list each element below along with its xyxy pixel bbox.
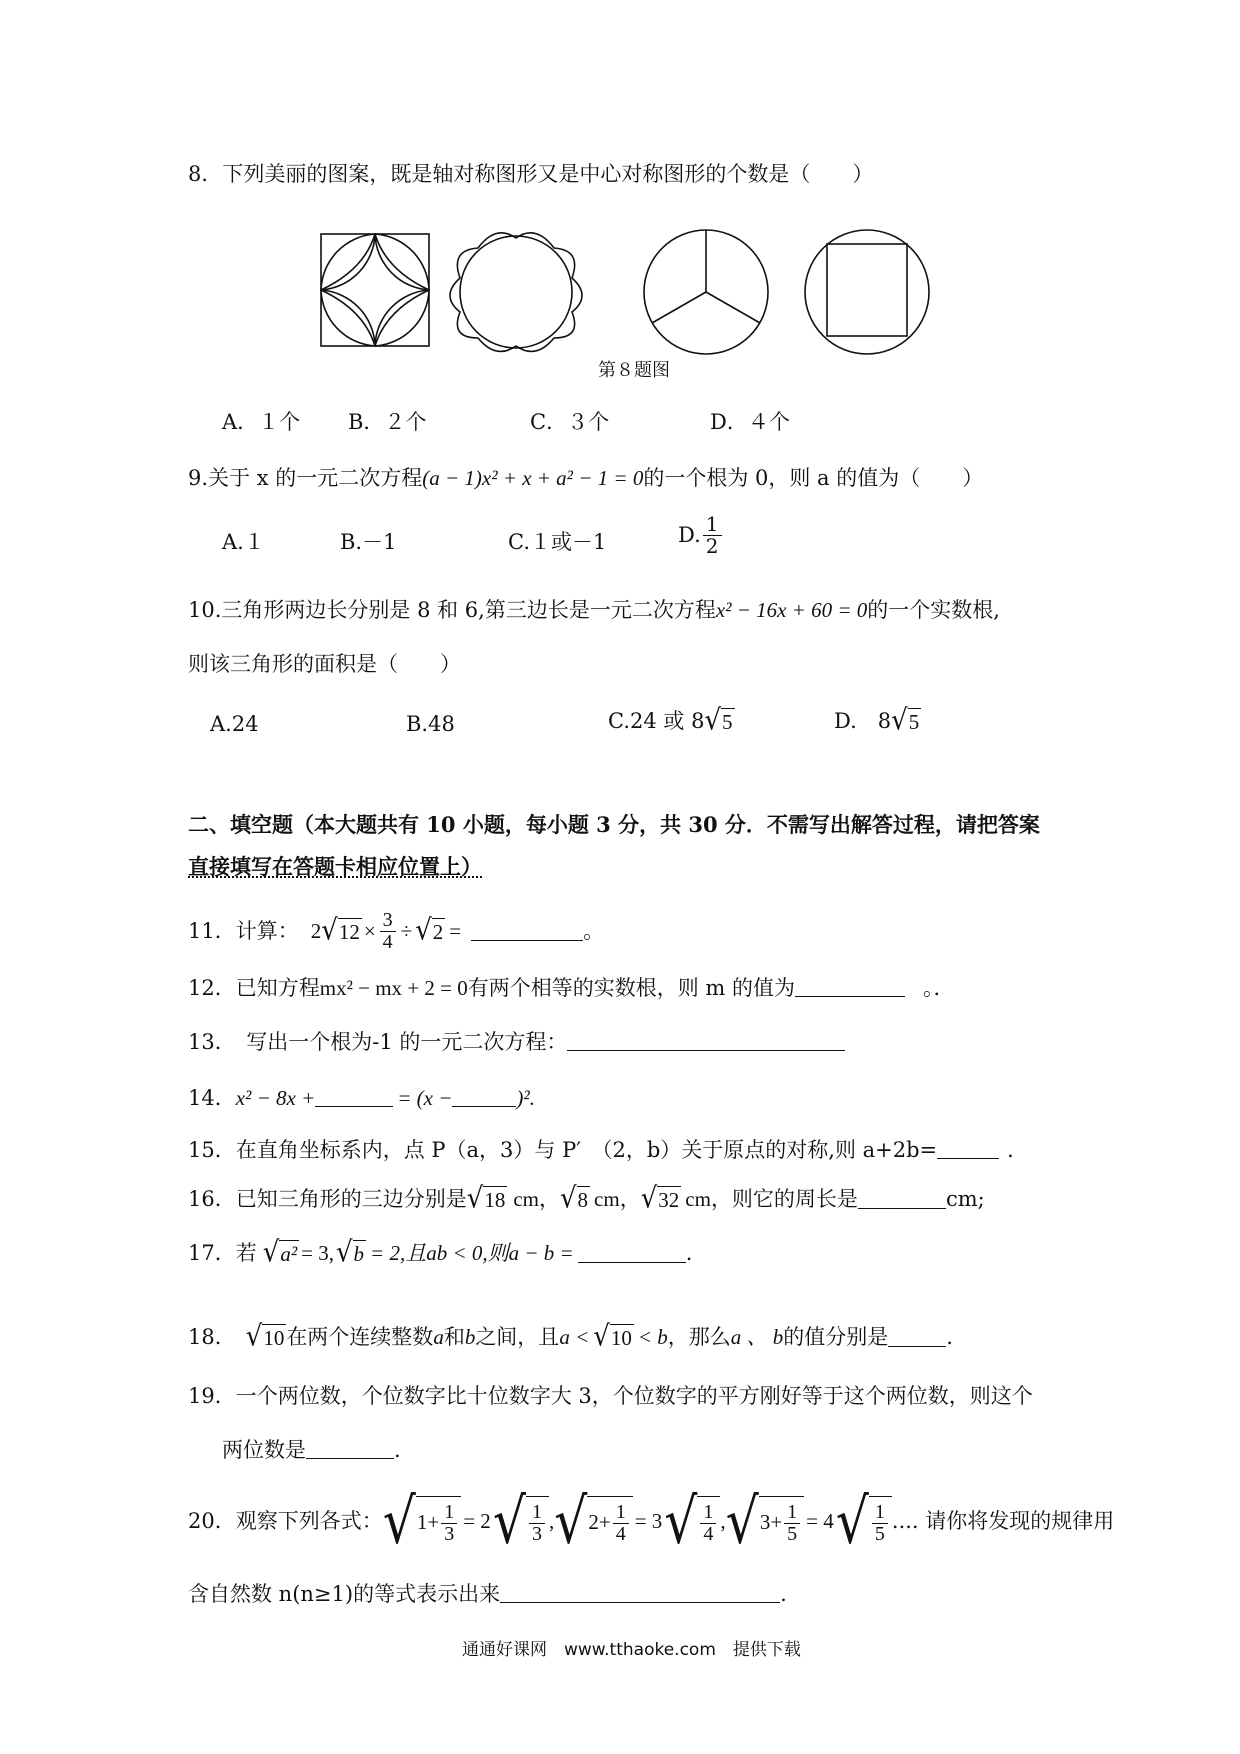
q20-expr-3-rhs: √ $\frac{1}{5}$ bbox=[836, 1496, 892, 1548]
q18-end: . bbox=[946, 1325, 953, 1349]
q17-sqrt-b-value: b bbox=[353, 1242, 365, 1266]
q18-sqrt10-b: √ 10 bbox=[593, 1320, 632, 1354]
q18-post2: 的值分别是 bbox=[783, 1325, 889, 1349]
q14-blank-2[interactable] bbox=[452, 1088, 516, 1107]
figure-circle-inscribed-square bbox=[805, 230, 929, 354]
q18-and: 和 bbox=[443, 1325, 465, 1349]
q10-sqrt-d-value: 5 bbox=[908, 710, 920, 734]
figure-circle-three-radii bbox=[644, 230, 768, 354]
q16: 16．已知三角形的三边分别是 √ 18 cm ， √ 8 cm ， √ 32 cm ，则它的周长是 cm; bbox=[188, 1182, 985, 1216]
q17-rest: = 2,且ab < 0,则a − b = bbox=[370, 1241, 574, 1265]
q9-option-d bbox=[678, 514, 724, 557]
q16-sqrt18-value: 18 bbox=[484, 1188, 506, 1212]
q17-sqrt-b: √ b bbox=[335, 1236, 365, 1270]
figure-square-petals bbox=[321, 234, 429, 346]
q9-equation: (a − 1)x² + x + a² − 1 = 0 bbox=[422, 466, 644, 490]
q8-stem: 8．下列美丽的图案，既是轴对称图形又是中心对称图形的个数是（ ） bbox=[188, 162, 874, 186]
q12-equation: mx² − mx + 2 = 0 bbox=[319, 976, 468, 1000]
q16-unit3: cm bbox=[685, 1187, 711, 1211]
q8-caption: 第８题图 bbox=[598, 360, 670, 381]
q15-answer-blank[interactable] bbox=[937, 1140, 999, 1159]
q16-pre: 16．已知三角形的三边分别是 bbox=[188, 1187, 467, 1211]
q18-mid: 在两个连续整数 bbox=[286, 1325, 434, 1349]
q10-equation: x² − 16x + 60 = 0 bbox=[715, 598, 868, 622]
q17-mid: = 3, bbox=[301, 1241, 334, 1265]
q9-frac-num: 1 bbox=[705, 512, 719, 536]
q17-answer-blank[interactable] bbox=[578, 1244, 686, 1263]
q18-a: a bbox=[433, 1325, 444, 1349]
q16-end: cm; bbox=[945, 1187, 985, 1211]
q17 bbox=[188, 1236, 693, 1270]
q18-sqrt10-b-value: 10 bbox=[610, 1326, 632, 1350]
q11-end: 。 bbox=[583, 918, 605, 943]
q10-option-d bbox=[834, 704, 921, 738]
q10-option-d-label: D. 8 bbox=[834, 709, 892, 733]
q19-line2-text: 两位数是 bbox=[222, 1438, 306, 1462]
q11-label: 11．计算： bbox=[188, 918, 299, 943]
q18-answer-blank[interactable] bbox=[888, 1328, 946, 1347]
q14-blank-1[interactable] bbox=[315, 1088, 393, 1107]
q16-answer-blank[interactable] bbox=[858, 1190, 946, 1209]
q9-fraction bbox=[703, 514, 722, 557]
q10-line1 bbox=[188, 598, 1000, 623]
q19-line1: 19．一个两位数，个位数字比十位数字大 3，个位数字的平方刚好等于这个两位数，则这个 bbox=[188, 1384, 1033, 1408]
q14-eq-b: = (x − bbox=[397, 1086, 453, 1110]
q11 bbox=[188, 910, 604, 953]
q18-ab: a 、 b bbox=[730, 1325, 784, 1349]
q10-option-c bbox=[608, 704, 735, 738]
q9-post: 的一个根为 0，则 a 的值为（ ） bbox=[643, 466, 984, 490]
q8-option-a: A．１个 bbox=[222, 410, 301, 434]
q8-figures bbox=[316, 226, 936, 366]
q12-end: 。． bbox=[923, 976, 955, 1000]
q13-answer-blank[interactable] bbox=[567, 1032, 845, 1051]
q16-sqrt32: √ 32 bbox=[640, 1182, 680, 1216]
q10-sqrt-c-value: 5 bbox=[722, 710, 733, 734]
q12 bbox=[188, 976, 955, 1001]
q13 bbox=[188, 1030, 845, 1055]
q10-sqrt-d: √ 5 bbox=[891, 704, 920, 738]
q16-unit1: cm bbox=[513, 1187, 539, 1211]
q20-expr-2: √ 2+ $\frac{1}{4}$ bbox=[554, 1496, 632, 1548]
q16-unit2: cm bbox=[594, 1187, 620, 1211]
q18-mid2: 之间，且 bbox=[475, 1325, 560, 1349]
section2-heading-line2 bbox=[188, 854, 482, 879]
q17-end: . bbox=[685, 1241, 693, 1265]
figure-scalloped-circle bbox=[450, 233, 582, 352]
q16-post: ，则它的周长是 bbox=[710, 1187, 858, 1211]
q17-sqrt-a2: √ a² bbox=[262, 1236, 298, 1270]
q18-sqrt10: √ 10 bbox=[245, 1320, 285, 1354]
q12-post: 有两个相等的实数根，则 m 的值为 bbox=[467, 976, 795, 1000]
q20-expr-3: √ 3+ $\frac{1}{5}$ bbox=[726, 1496, 804, 1548]
q18-post: ，那么 bbox=[667, 1325, 731, 1349]
q11-answer-blank[interactable] bbox=[471, 922, 583, 941]
q19-end: . bbox=[394, 1438, 401, 1462]
q20-tail: .... 请你将发现的规律用 bbox=[891, 1509, 1115, 1534]
q20-expr-1-rhs: √ $\frac{1}{3}$ bbox=[493, 1496, 549, 1548]
q13-text: 13． 写出一个根为-1 的一元二次方程： bbox=[188, 1030, 568, 1054]
q8-option-b: B．２个 bbox=[348, 410, 427, 434]
q20: 20．观察下列各式： √ 1+ $\frac{1}{3}$ = 2 √ $\frac{1}{3}$ , √ 2+ $\frac{1}{4}$ = 3 √ $\frac{1}{4}$ , √ 3+ $\frac{1}{5}$ = 4 √ $\frac{1}{5}$ .... 请你将发现的规律用 bbox=[188, 1486, 1115, 1558]
q16-sqrt32-value: 32 bbox=[658, 1188, 680, 1212]
q9-frac-den: 2 bbox=[703, 535, 722, 557]
q20-expr-2-rhs: √ $\frac{1}{4}$ bbox=[664, 1496, 720, 1548]
q16-sqrt18: √ 18 bbox=[466, 1182, 506, 1216]
q11-frac-den: 4 bbox=[380, 931, 396, 953]
q9-option-d-label: D. bbox=[678, 522, 701, 547]
q20-answer-blank[interactable] bbox=[500, 1584, 780, 1603]
q9-stem bbox=[188, 466, 983, 491]
q20-line2 bbox=[188, 1582, 787, 1607]
q10-option-a: A.24 bbox=[210, 712, 259, 736]
q18-label: 18． bbox=[188, 1325, 236, 1349]
q10-option-c-label: C.24 或 8 bbox=[608, 709, 705, 733]
q11-div: ÷ bbox=[400, 918, 413, 943]
q16-sqrt8-value: 8 bbox=[577, 1188, 589, 1212]
q11-frac-num: 3 bbox=[382, 909, 393, 931]
q18-ineq-a: a < bbox=[559, 1325, 590, 1349]
q20-label: 20．观察下列各式： bbox=[188, 1509, 383, 1534]
section2-heading-line1: 二、填空题（本大题共有 10 小题，每小题 3 分，共 30 分．不需写出解答过程，请把答案 bbox=[188, 812, 1040, 837]
q11-sqrt12-value: 12 bbox=[338, 919, 360, 944]
q18-sqrt10-value: 10 bbox=[263, 1326, 285, 1350]
q15-text: 15．在直角坐标系内，点 P（a，3）与 P′ （2，b）关于原点的对称,则 a+2b= bbox=[188, 1138, 938, 1162]
q9-option-a: A.１ bbox=[222, 530, 265, 554]
q20-line2-text: 含自然数 n(n≥1)的等式表示出来 bbox=[188, 1582, 501, 1606]
q8-option-d: D．４个 bbox=[710, 410, 790, 434]
q11-sqrt2-value: 2 bbox=[432, 919, 444, 944]
q9-pre: 关于 x 的一元二次方程 bbox=[208, 466, 423, 490]
q12-pre: 12．已知方程 bbox=[188, 976, 320, 1000]
q20-end: . bbox=[780, 1582, 787, 1606]
q10-sqrt-c: √ 5 bbox=[704, 704, 733, 738]
q18 bbox=[188, 1320, 953, 1354]
q9-num: 9. bbox=[188, 466, 209, 490]
q9-option-c: C.１或－1 bbox=[508, 530, 607, 554]
page-footer: 通通好课网 www.tthaoke.com 提供下载 bbox=[462, 1640, 801, 1660]
q19-answer-blank[interactable] bbox=[306, 1440, 394, 1459]
q14-eq-c: )². bbox=[516, 1086, 535, 1110]
q10-line2: 则该三角形的面积是（ ） bbox=[188, 652, 461, 676]
q18-b: b bbox=[464, 1325, 476, 1349]
q17-label: 17．若 bbox=[188, 1241, 257, 1265]
q8-option-c: C．３个 bbox=[530, 410, 610, 434]
q9-option-b: B.－1 bbox=[340, 530, 397, 554]
q12-answer-blank[interactable] bbox=[795, 978, 905, 997]
q11-coef: 2 bbox=[310, 918, 322, 943]
q10-pre: 10.三角形两边长分别是 8 和 6,第三边长是一元二次方程 bbox=[188, 598, 716, 622]
q10-option-b: B.48 bbox=[406, 712, 455, 736]
q16-sqrt8: √ 8 bbox=[559, 1182, 589, 1216]
q17-sqrt-a2-value: a² bbox=[280, 1242, 298, 1266]
q11-sqrt12: √ 12 bbox=[321, 914, 360, 948]
q14 bbox=[188, 1086, 535, 1111]
q10-post: 的一个实数根, bbox=[867, 598, 1000, 622]
q11-times: × bbox=[363, 918, 376, 943]
q20-expr-1: √ 1+ $\frac{1}{3}$ bbox=[383, 1496, 461, 1548]
section2-heading-line2-text: 直接填写在答题卡相应位置上） bbox=[188, 854, 482, 879]
q18-ineq-b: < b bbox=[637, 1325, 668, 1349]
q19-line2 bbox=[222, 1438, 401, 1463]
q14-eq-a: x² − 8x + bbox=[235, 1086, 316, 1110]
q14-label: 14． bbox=[188, 1086, 236, 1110]
q11-sqrt2: √ 2 bbox=[415, 914, 444, 948]
q15-end: ． bbox=[1007, 1138, 1029, 1162]
q11-fraction bbox=[380, 910, 396, 953]
q15 bbox=[188, 1138, 1028, 1163]
q11-eq: = bbox=[449, 918, 462, 943]
